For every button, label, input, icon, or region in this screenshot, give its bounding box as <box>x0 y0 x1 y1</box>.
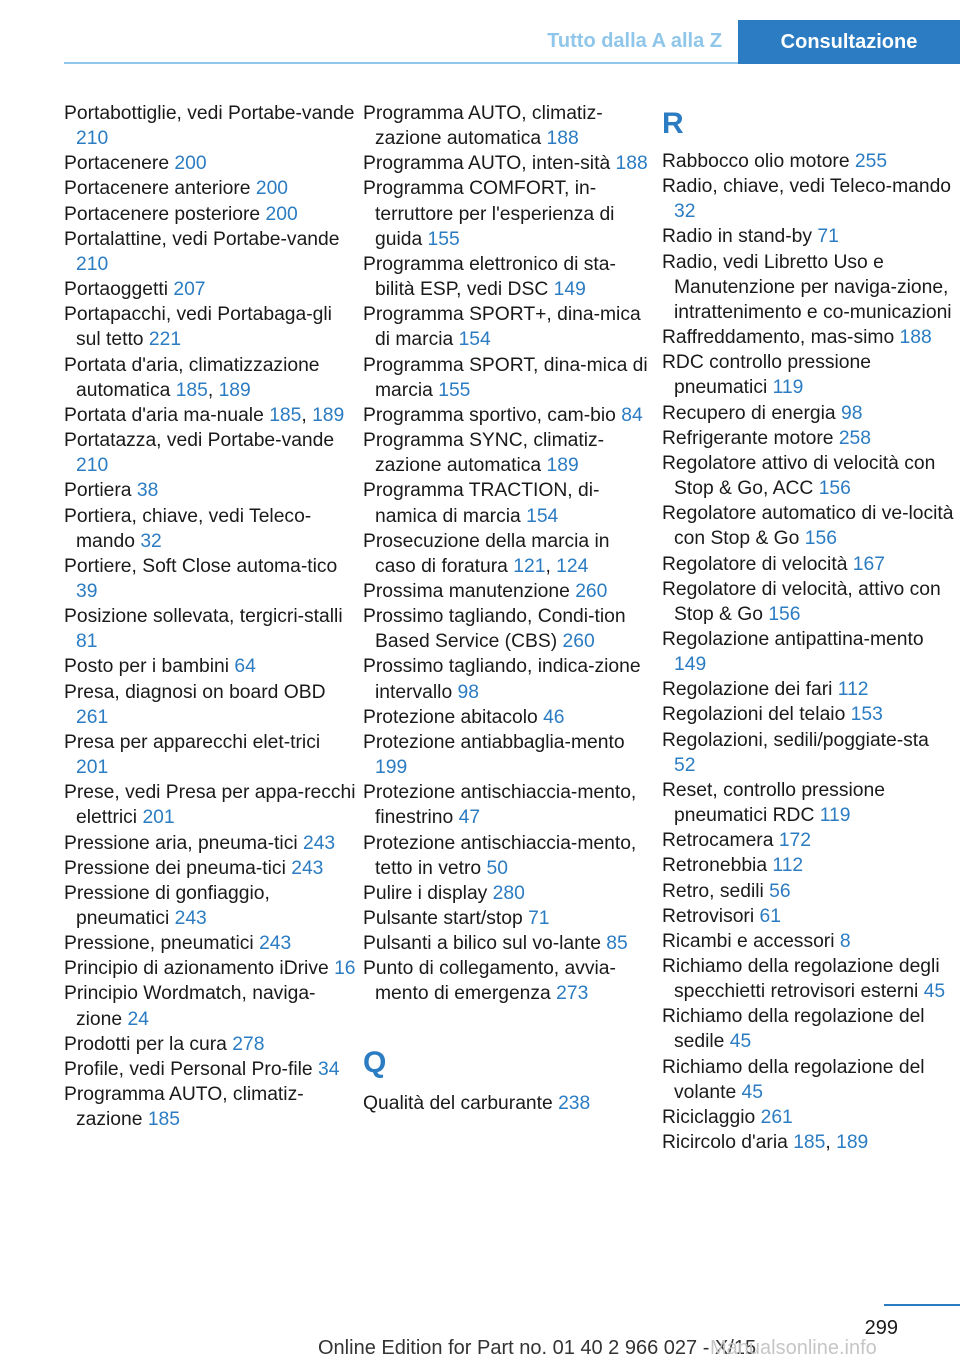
index-entry: Ricircolo d'aria 185, 189 <box>662 1132 869 1154</box>
page-reference-link[interactable]: 61 <box>759 905 781 927</box>
entry-term: Retro, sedili <box>662 880 770 902</box>
page-reference-link[interactable]: 124 <box>556 555 589 577</box>
entry-term: Refrigerante motore <box>662 427 839 449</box>
index-entry <box>662 1055 954 1105</box>
entry-term: Regolazione dei fari <box>662 679 838 701</box>
entry-term: Riciclaggio <box>662 1106 761 1128</box>
entry-term: Portacenere <box>64 153 175 175</box>
page-reference-link[interactable]: 210 <box>76 128 109 150</box>
entry-term: Programma COMFORT, in-terruttore per l'esperienza di guida <box>363 178 615 250</box>
page-reference-link[interactable]: 47 <box>458 807 481 829</box>
page-reference-link[interactable]: 155 <box>427 228 460 250</box>
entry-term: Programma elettronico di sta-bilità ESP, vedi DSC <box>363 253 616 301</box>
index-entry <box>64 931 356 956</box>
page-reference-link[interactable]: 45 <box>729 1031 752 1053</box>
page-reference-link[interactable]: 16 <box>334 958 356 980</box>
page-reference-link[interactable]: 200 <box>255 178 289 200</box>
entry-term: Pressione di gonfiaggio, pneumatici <box>64 882 270 929</box>
edition-footer: Online Edition for Part no. 01 40 2 966 027 - X/15 <box>318 1337 757 1359</box>
page-reference-link[interactable]: 38 <box>136 480 159 502</box>
header-tab-consultazione[interactable]: Consultazione <box>738 20 960 64</box>
page-reference-link[interactable]: 243 <box>302 832 336 854</box>
page-reference-link[interactable]: 207 <box>173 279 206 301</box>
index-entry <box>662 702 954 727</box>
index-entry <box>363 956 655 1006</box>
entry-term: Portata d'aria, climatizzazione automatica <box>64 354 320 401</box>
page-reference-link[interactable]: 52 <box>674 754 696 776</box>
index-entry <box>662 728 954 778</box>
page-reference-link[interactable]: 188 <box>546 128 579 150</box>
page-reference-link[interactable]: 119 <box>819 805 851 827</box>
entry-term: Radio, chiave, vedi Teleco-mando <box>662 176 952 198</box>
index-entry <box>64 654 356 679</box>
index-entry <box>662 451 954 501</box>
page-reference-link[interactable]: 199 <box>375 757 408 779</box>
page-reference-link[interactable]: 32 <box>674 201 696 223</box>
page-reference-link[interactable]: 278 <box>232 1033 265 1055</box>
index-entry <box>363 780 655 830</box>
page-reference-link[interactable]: 185 <box>175 379 208 401</box>
index-entry <box>363 403 655 428</box>
entry-term: Regolazioni del telaio <box>662 704 851 726</box>
entry-term: Protezione antiabbaglia-mento <box>363 731 625 753</box>
entry-term: Prossimo tagliando, indica-zione intervallo <box>363 656 641 703</box>
index-entry <box>363 931 655 956</box>
page-reference-link[interactable]: 189 <box>218 379 251 401</box>
entry-term: Richiamo della regolazione del volante <box>662 1056 925 1103</box>
index-entry <box>662 879 954 904</box>
entry-term: Portatazza, vedi Portabe-vande <box>64 430 335 452</box>
index-entry <box>662 149 954 174</box>
index-entry <box>662 904 954 929</box>
index-entry <box>64 554 356 604</box>
entry-term: Programma SPORT, dina-mica di marcia <box>363 354 648 401</box>
index-entry <box>363 176 655 251</box>
index-entry <box>64 730 356 780</box>
page-reference-link[interactable]: 156 <box>804 528 837 550</box>
index-entry <box>64 101 356 151</box>
index-entry <box>662 677 954 702</box>
page-reference-link[interactable]: 81 <box>76 631 98 653</box>
index-entry <box>64 780 356 830</box>
page-reference-link[interactable]: 112 <box>772 855 804 877</box>
entry-term: Regolatore attivo di velocità con Stop & Go, ACC <box>662 452 936 500</box>
index-entry <box>64 881 356 931</box>
entry-term: Principio di azionamento iDrive <box>64 958 335 980</box>
page-reference-link[interactable]: 98 <box>457 681 479 703</box>
index-entry <box>662 929 954 954</box>
page-reference-link[interactable]: 121 <box>513 555 546 577</box>
page-reference-link[interactable]: 50 <box>486 857 508 879</box>
entry-term: Pulsante start/stop <box>363 908 529 929</box>
entry-term: Rabbocco olio motore <box>662 151 855 172</box>
index-entry <box>662 853 954 878</box>
entry-term: Regolatore di velocità, attivo con Stop & Go <box>662 578 941 625</box>
watermark: Manualsonline.info <box>710 1337 877 1359</box>
index-entry <box>64 856 356 881</box>
page-reference-link[interactable]: 210 <box>76 455 109 477</box>
page-reference-link[interactable]: 71 <box>817 226 839 248</box>
index-entry <box>64 981 356 1031</box>
entry-term: Regolatore di velocità <box>662 553 853 575</box>
entry-term: Prodotti per la cura <box>64 1033 233 1055</box>
page-reference-link[interactable]: 258 <box>838 427 871 449</box>
entry-term: Prossimo tagliando, Condi-tion Based Service (CBS) <box>363 606 626 653</box>
index-entry <box>363 1091 655 1116</box>
page-number: 299 <box>864 1317 898 1339</box>
page-reference-link[interactable]: 201 <box>142 807 175 829</box>
entry-term: Protezione abitacolo <box>363 706 544 728</box>
index-column-2 <box>363 101 655 1116</box>
entry-term: Richiamo della regolazione del sedile <box>662 1006 925 1053</box>
entry-term: Portabottiglie, vedi Portabe-vande <box>64 103 355 124</box>
index-entry <box>363 428 655 478</box>
index-entry <box>363 302 655 352</box>
page-reference-link[interactable]: 45 <box>741 1081 763 1103</box>
index-column-1 <box>64 101 356 1132</box>
header-section-title[interactable]: Tutto dalla A alla Z <box>547 30 722 52</box>
index-entry <box>363 906 655 931</box>
index-entry <box>363 151 655 176</box>
index-entry <box>363 881 655 906</box>
index-entry: Prosecuzione della marcia in caso di foratura 121, 124 <box>363 530 610 577</box>
page-reference-link[interactable]: 200 <box>265 203 298 225</box>
page-reference-link[interactable]: 260 <box>575 580 608 602</box>
entry-term: Retrovisori <box>662 905 760 927</box>
index-entry <box>64 680 356 730</box>
index-entry <box>64 831 356 856</box>
entry-term: Programma AUTO, climatiz-zazione <box>64 1084 304 1131</box>
entry-term: Portata d'aria ma-nuale <box>64 404 270 426</box>
entry-term: Programma sportivo, cam-bio <box>363 404 622 426</box>
page-reference-link[interactable]: 24 <box>127 1008 149 1030</box>
index-entry <box>363 101 655 151</box>
page-reference-link[interactable]: 156 <box>768 603 801 625</box>
page-reference-link[interactable]: 189 <box>312 404 345 426</box>
page-reference-link[interactable]: 71 <box>528 908 550 929</box>
index-entry <box>64 151 356 176</box>
page-reference-link[interactable]: 167 <box>852 553 885 575</box>
index-entry <box>64 302 356 352</box>
entry-term: Presa, diagnosi on board OBD <box>64 681 326 703</box>
page-reference-link[interactable]: 189 <box>546 455 579 477</box>
page-reference-link[interactable]: 261 <box>760 1106 793 1128</box>
index-entry <box>64 227 356 277</box>
entry-term: Qualità del carburante <box>363 1092 559 1114</box>
index-entry <box>662 627 954 677</box>
page-reference-link[interactable]: 149 <box>674 654 707 676</box>
page-reference-link[interactable]: 153 <box>850 704 883 726</box>
page-reference-link[interactable]: 221 <box>148 329 182 351</box>
index-entry <box>363 831 655 881</box>
page-reference-link[interactable]: 155 <box>438 379 471 401</box>
entry-term: RDC controllo pressione pneumatici <box>662 352 871 399</box>
entry-term: Reset, controllo pressione pneumatici RDC <box>662 779 885 827</box>
footer-rule <box>884 1304 960 1306</box>
page-reference-link[interactable]: 238 <box>558 1092 591 1114</box>
index-entry <box>64 604 356 654</box>
index-entry <box>64 202 356 227</box>
page-reference-link[interactable]: 201 <box>76 757 109 779</box>
index-entry <box>363 478 655 528</box>
index-entry: Portata d'aria ma-nuale 185, 189 <box>64 404 345 426</box>
entry-term: Programma AUTO, climatiz-zazione automatica <box>363 103 603 150</box>
index-entry <box>64 956 356 981</box>
page-reference-link[interactable]: 280 <box>492 882 525 904</box>
index-entry <box>662 552 954 577</box>
page-reference-link[interactable]: 210 <box>76 253 109 275</box>
entry-term: Raffreddamento, mas-simo <box>662 327 900 349</box>
index-entry <box>662 325 954 350</box>
index-entry <box>64 277 356 302</box>
index-entry <box>64 504 356 554</box>
page-reference-link[interactable]: 243 <box>291 857 324 879</box>
page-reference-link[interactable]: 64 <box>234 656 256 678</box>
entry-term: Portiera, chiave, vedi Teleco-mando <box>64 505 312 552</box>
page-reference-link[interactable]: 56 <box>769 880 791 902</box>
page-reference-link[interactable]: 189 <box>836 1132 869 1154</box>
index-entry <box>64 478 356 503</box>
page-reference-link[interactable]: 172 <box>778 830 811 852</box>
page-reference-link[interactable]: 84 <box>621 404 643 426</box>
entry-term: Posto per i bambini <box>64 656 235 678</box>
index-entry <box>363 252 655 302</box>
entry-term: Punto di collegamento, avvia-mento di emergenza <box>363 958 616 1005</box>
entry-term: Ricambi e accessori <box>662 930 840 952</box>
index-column-3 <box>662 101 954 1155</box>
index-entry <box>363 705 655 730</box>
page-reference-link[interactable]: 154 <box>458 329 491 351</box>
entry-term: Portaoggetti <box>64 279 174 301</box>
entry-term: Retrocamera <box>662 830 779 852</box>
entry-term: Programma SPORT+, dina-mica di marcia <box>363 304 641 351</box>
entry-term: Portapacchi, vedi Portabaga-gli sul tetto <box>64 304 332 351</box>
page-reference-link[interactable]: 261 <box>76 706 109 728</box>
entry-term: Portacenere posteriore <box>64 203 266 225</box>
entry-term: Radio in stand-by <box>662 226 818 248</box>
entry-term: Pressione dei pneuma-tici <box>64 857 292 879</box>
page-reference-link[interactable]: 112 <box>837 679 869 701</box>
page-reference-link[interactable]: 185 <box>147 1109 180 1131</box>
page-reference-link[interactable]: 85 <box>606 933 628 955</box>
page-reference-link[interactable]: 243 <box>259 933 292 955</box>
section-letter: R <box>662 107 684 140</box>
entry-term: Portiere, Soft Close automa-tico <box>64 555 338 577</box>
index-entry <box>363 604 655 654</box>
entry-term: Pressione aria, pneuma-tici <box>64 832 303 854</box>
page-reference-link[interactable]: 188 <box>899 327 932 349</box>
index-entry <box>662 577 954 627</box>
entry-term: Recupero di energia <box>662 402 842 424</box>
page-reference-link[interactable]: 39 <box>76 580 98 602</box>
page-reference-link[interactable]: 260 <box>562 631 595 653</box>
index-entry <box>662 828 954 853</box>
page-reference-link[interactable]: 188 <box>615 153 648 175</box>
entry-term: Pressione, pneumatici <box>64 933 260 955</box>
index-entry <box>662 954 954 1004</box>
entry-term: Portacenere anteriore <box>64 178 256 200</box>
page-reference-link[interactable]: 185 <box>793 1132 826 1154</box>
index-entry <box>363 579 655 604</box>
page-reference-link[interactable]: 8 <box>839 930 851 952</box>
page-reference-link[interactable]: 185 <box>269 404 302 426</box>
index-entry <box>662 778 954 828</box>
index-entry <box>662 1004 954 1054</box>
entry-term: Programma SYNC, climatiz-zazione automatica <box>363 430 605 477</box>
entry-term: Richiamo della regolazione degli specchietti retrovisori esterni <box>662 956 940 1003</box>
entry-term: Profile, vedi Personal Pro-file <box>64 1058 318 1080</box>
entry-term: Posizione sollevata, tergicri-stalli <box>64 606 343 628</box>
index-entry <box>662 350 954 400</box>
page-reference-link[interactable]: 119 <box>772 377 804 399</box>
index-entry <box>662 1105 954 1130</box>
entry-term: Prossima manutenzione <box>363 580 576 602</box>
entry-term: Presa per apparecchi elet-trici <box>64 731 321 753</box>
entry-term: Regolazioni, sedili/poggiate-sta <box>662 729 929 751</box>
section-letter: Q <box>363 1045 387 1079</box>
index-entry <box>64 1057 356 1082</box>
page-reference-link[interactable]: 243 <box>174 908 207 929</box>
entry-term: Regolazione antipattina-mento <box>662 628 924 650</box>
entry-term: Programma AUTO, inten-sità <box>363 153 616 175</box>
entry-term: Programma TRACTION, di-namica di marcia <box>363 480 600 527</box>
page-reference-link[interactable]: 45 <box>923 981 946 1003</box>
entry-term: Ricircolo d'aria <box>662 1132 794 1154</box>
index-entry <box>64 1082 356 1132</box>
index-entry <box>64 428 356 478</box>
entry-term: Regolatore automatico di ve-locità con Stop & Go <box>662 503 954 550</box>
index-entry <box>662 224 954 249</box>
page-reference-link[interactable]: 34 <box>317 1058 340 1080</box>
page-reference-link[interactable]: 46 <box>543 706 565 728</box>
entry-term: Pulsanti a bilico sul vo-lante <box>363 933 607 955</box>
index-entry <box>363 730 655 780</box>
page-reference-link[interactable]: 98 <box>841 402 863 424</box>
entry-term: Protezione antischiaccia-mento, tetto in vetro <box>363 832 637 879</box>
index-entry <box>64 1032 356 1057</box>
page-reference-link[interactable]: 255 <box>854 151 888 172</box>
page-reference-link[interactable]: 32 <box>140 530 162 552</box>
page-reference-link[interactable]: 156 <box>818 478 851 500</box>
index-entry <box>662 250 954 325</box>
index-entry <box>64 176 356 201</box>
entry-term: Radio, vedi Libretto Uso e Manutenzione per naviga-zione, intrattenimento e co-municazioni <box>662 251 952 323</box>
page-reference-link[interactable]: 273 <box>556 983 589 1005</box>
index-entry <box>662 426 954 451</box>
page-reference-link[interactable]: 149 <box>553 279 586 301</box>
index-entry <box>363 654 655 704</box>
entry-term: Prese, vedi Presa per appa-recchi elettrici <box>64 782 356 829</box>
index-entry <box>363 353 655 403</box>
index-entry <box>662 174 954 224</box>
entry-term: Retronebbia <box>662 855 773 877</box>
entry-term: Pulire i display <box>363 882 493 904</box>
entry-term: Principio Wordmatch, naviga-zione <box>64 983 316 1030</box>
index-entry <box>662 401 954 426</box>
entry-term: Protezione antischiaccia-mento, finestrino <box>363 782 637 829</box>
index-entry: Portata d'aria, climatizzazione automatica 185, 189 <box>64 354 320 401</box>
entry-term: Portalattine, vedi Portabe-vande <box>64 228 340 250</box>
entry-term: Prosecuzione della marcia in caso di foratura <box>363 530 610 577</box>
index-entry <box>662 501 954 551</box>
page-reference-link[interactable]: 200 <box>174 153 207 175</box>
entry-term: Portiera <box>64 480 137 502</box>
page-reference-link[interactable]: 154 <box>526 505 559 527</box>
